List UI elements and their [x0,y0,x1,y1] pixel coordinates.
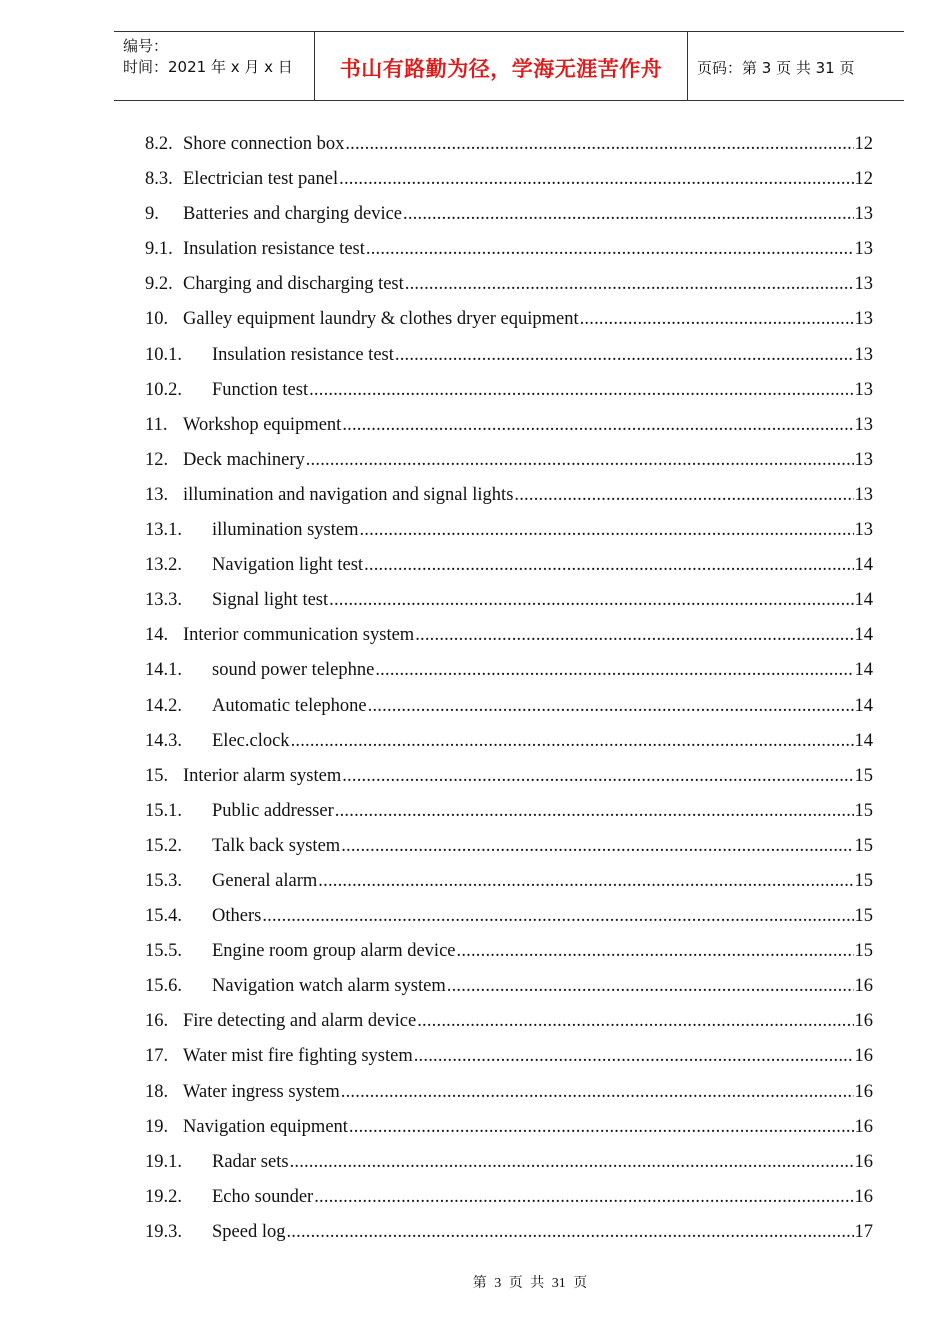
toc-entry-title: Talk back system [212,835,341,856]
toc-entry-title: Water ingress system [183,1081,340,1102]
toc-entry[interactable] [145,1039,873,1074]
toc-entry-page: 13 [854,449,873,470]
toc-dot-leader [364,548,853,583]
toc-entry-page: 15 [854,800,873,821]
toc-dot-leader [395,338,854,373]
toc-dot-leader [415,618,853,653]
toc-dot-leader [417,1004,853,1039]
doc-code-label: 编号： [123,37,169,55]
toc-entry[interactable] [145,829,873,864]
toc-entry-title: sound power telephne [212,660,375,681]
toc-entry-page: 15 [854,835,873,856]
toc-entry-page: 14 [854,660,873,681]
toc-entry[interactable] [145,1004,873,1039]
toc-entry-number: 19. [145,1116,169,1137]
toc-entry-title: Automatic telephone [212,695,367,716]
toc-entry-page: 13 [854,484,873,505]
toc-entry[interactable] [145,127,873,162]
toc-entry-title: Engine room group alarm device [212,941,456,962]
toc-entry[interactable] [145,548,873,583]
toc-entry[interactable] [145,197,873,232]
toc-entry-title: Radar sets [212,1151,289,1172]
toc-entry-number: 13.2. [145,555,182,576]
toc-entry[interactable] [145,794,873,829]
toc-dot-leader [359,513,853,548]
toc-entry[interactable] [145,1075,873,1110]
toc-entry-page: 12 [854,169,873,190]
toc-entry-title: Speed log [212,1221,286,1242]
toc-entry-number: 15.5. [145,941,182,962]
toc-entry-number: 15.1. [145,800,182,821]
toc-entry-page: 13 [854,239,873,260]
toc-entry[interactable] [145,302,873,337]
toc-entry-number: 14.1. [145,660,182,681]
toc-entry-page: 13 [854,204,873,225]
toc-entry[interactable] [145,338,873,373]
toc-entry[interactable] [145,689,873,724]
toc-entry[interactable] [145,373,873,408]
toc-entry[interactable] [145,513,873,548]
toc-entry-page: 16 [854,1081,873,1102]
toc-entry[interactable] [145,478,873,513]
toc-entry-page: 15 [854,906,873,927]
toc-entry[interactable] [145,653,873,688]
toc-dot-leader [342,408,853,443]
toc-entry-page: 13 [854,379,873,400]
toc-entry-number: 15.2. [145,835,182,856]
toc-entry-number: 13. [145,484,169,505]
toc-entry[interactable] [145,969,873,1004]
table-of-contents [145,127,873,1250]
toc-entry-number: 14.3. [145,730,182,751]
toc-entry-title: Electrician test panel [183,169,339,190]
toc-dot-leader [342,759,853,794]
toc-entry-page: 16 [854,1011,873,1032]
toc-entry-number: 15.4. [145,906,182,927]
toc-entry-title: Shore connection box [183,134,345,154]
toc-entry-number: 9.2. [145,274,173,295]
toc-dot-leader [349,1110,854,1145]
toc-entry-title: Deck machinery [183,449,305,470]
toc-entry-title: Navigation equipment [183,1116,348,1137]
toc-entry[interactable] [145,934,873,969]
toc-entry-title: Water mist fire fighting system [183,1046,413,1067]
toc-dot-leader [366,232,854,267]
toc-entry-number: 8.3. [145,169,173,190]
toc-dot-leader [290,1145,854,1180]
toc-entry-number: 17. [145,1046,169,1067]
toc-dot-leader [514,478,853,513]
toc-entry-page: 14 [854,625,873,646]
toc-entry-page: 12 [854,134,873,154]
toc-entry-title: illumination and navigation and signal lights [183,484,514,505]
toc-dot-leader [447,969,854,1004]
toc-entry-title: Charging and discharging test [183,274,404,295]
toc-entry-title: Interior communication system [183,625,415,646]
toc-entry-page: 16 [854,1151,873,1172]
toc-entry-title: Insulation resistance test [183,239,365,260]
toc-dot-leader [345,127,853,162]
toc-entry[interactable] [145,1215,873,1250]
toc-dot-leader [375,653,853,688]
toc-dot-leader [403,197,853,232]
toc-entry-number: 9.1. [145,239,173,260]
toc-entry[interactable] [145,162,873,197]
toc-dot-leader [309,373,853,408]
toc-entry-title: Batteries and charging device [183,204,403,225]
toc-entry-page: 16 [854,1046,873,1067]
toc-entry-page: 13 [854,520,873,541]
toc-entry-page: 13 [854,414,873,435]
page-header [114,31,904,101]
toc-entry-number: 13.3. [145,590,182,611]
toc-entry-page: 13 [854,274,873,295]
toc-entry-page: 14 [854,590,873,611]
header-page-info: 页码：第 3 页 共 31 页 [697,58,855,77]
header-motto: 书山有路勤为径，学海无涯苦作舟 [315,32,688,100]
toc-entry-page: 16 [854,1186,873,1207]
doc-time-label: 时间：2021 年 x 月 x 日 [123,58,293,76]
toc-dot-leader [329,583,853,618]
toc-entry-number: 10. [145,309,169,330]
toc-entry[interactable] [145,583,873,618]
toc-entry-page: 13 [854,344,873,365]
toc-entry[interactable] [145,1180,873,1215]
page-footer [0,1272,950,1292]
toc-entry-number: 14. [145,625,169,646]
toc-entry-number: 14.2. [145,695,182,716]
toc-entry-title: Interior alarm system [183,765,342,786]
toc-entry-title: Others [212,906,262,927]
toc-dot-leader [291,724,854,759]
toc-entry-title: Navigation light test [212,555,364,576]
toc-entry-title: Elec.clock [212,730,290,751]
toc-entry-number: 19.2. [145,1186,182,1207]
toc-entry-title: General alarm [212,870,318,891]
toc-entry-number: 19.1. [145,1151,182,1172]
toc-entry-number: 15. [145,765,169,786]
toc-dot-leader [414,1039,854,1074]
toc-entry-page: 13 [854,309,873,330]
toc-dot-leader [341,829,853,864]
toc-entry-page: 14 [854,555,873,576]
toc-dot-leader [405,267,854,302]
toc-entry-title: Signal light test [212,590,329,611]
toc-entry-title: illumination system [212,520,359,541]
toc-entry-number: 19.3. [145,1221,182,1242]
toc-entry-title: Galley equipment laundry & clothes dryer equipment [183,309,579,330]
toc-entry-title: Fire detecting and alarm device [183,1011,417,1032]
toc-entry-title: Insulation resistance test [212,344,394,365]
toc-dot-leader [306,443,854,478]
toc-entry-title: Public addresser [212,800,334,821]
toc-dot-leader [286,1215,853,1250]
toc-entry-page: 15 [854,870,873,891]
toc-entry-number: 12. [145,449,169,470]
toc-entry[interactable] [145,759,873,794]
toc-entry[interactable] [145,408,873,443]
toc-entry-number: 8.2. [145,134,173,154]
toc-entry[interactable] [145,1145,873,1180]
toc-entry[interactable] [145,864,873,899]
toc-dot-leader [314,1180,853,1215]
toc-entry[interactable] [145,267,873,302]
toc-dot-leader [262,899,853,934]
toc-entry-number: 13.1. [145,520,182,541]
toc-dot-leader [339,162,853,197]
toc-dot-leader [335,794,854,829]
toc-entry-page: 14 [854,695,873,716]
toc-entry-page: 14 [854,730,873,751]
toc-entry-title: Echo sounder [212,1186,314,1207]
toc-entry-title: Navigation watch alarm system [212,976,446,997]
toc-entry-number: 15.6. [145,976,182,997]
toc-dot-leader [318,864,853,899]
toc-entry-page: 15 [854,941,873,962]
toc-entry-page: 16 [854,976,873,997]
toc-entry[interactable] [145,724,873,759]
toc-entry[interactable] [145,899,873,934]
toc-entry-title: Workshop equipment [183,414,342,435]
toc-dot-leader [341,1075,854,1110]
toc-entry[interactable] [145,1110,873,1145]
toc-entry-title: Function test [212,379,309,400]
toc-entry-number: 10.1. [145,344,182,365]
toc-entry-page: 17 [854,1221,873,1242]
toc-entry-number: 18. [145,1081,169,1102]
toc-entry[interactable] [145,443,873,478]
toc-entry[interactable] [145,232,873,267]
toc-entry-number: 11. [145,414,168,435]
toc-dot-leader [368,689,854,724]
toc-entry-number: 16. [145,1011,169,1032]
footer-page-number: 第 3 页 共 31 页 [472,1276,588,1291]
toc-dot-leader [457,934,854,969]
toc-entry[interactable] [145,618,873,653]
toc-entry-number: 10.2. [145,379,182,400]
toc-entry-page: 15 [854,765,873,786]
header-meta [114,32,315,100]
toc-dot-leader [580,302,854,337]
toc-entry-number: 15.3. [145,870,182,891]
toc-entry-number: 9. [145,204,159,225]
toc-entry-page: 16 [854,1116,873,1137]
